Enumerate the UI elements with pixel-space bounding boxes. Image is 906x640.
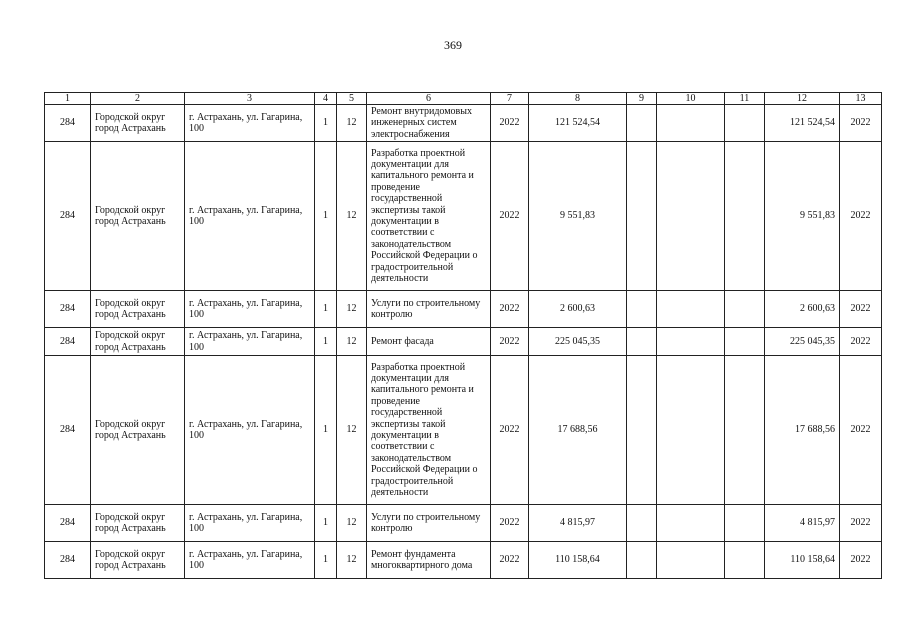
column-5-cell: 12 — [337, 505, 367, 542]
year-cell: 2022 — [491, 505, 529, 542]
work-type-cell: Услуги по строительному контролю — [367, 291, 491, 328]
column-header: 5 — [337, 93, 367, 105]
column-9-cell — [627, 356, 657, 505]
column-4-cell: 1 — [315, 291, 337, 328]
column-12-cell: 9 551,83 — [765, 142, 840, 291]
column-header: 12 — [765, 93, 840, 105]
cost-cell: 9 551,83 — [529, 142, 627, 291]
column-header: 6 — [367, 93, 491, 105]
year-cell: 2022 — [491, 291, 529, 328]
column-header: 7 — [491, 93, 529, 105]
column-5-cell: 12 — [337, 328, 367, 356]
column-4-cell: 1 — [315, 328, 337, 356]
column-13-cell: 2022 — [840, 105, 882, 142]
municipality-cell: Городской округ город Астрахань — [91, 356, 185, 505]
row-number-cell: 284 — [45, 291, 91, 328]
column-header: 11 — [725, 93, 765, 105]
year-cell: 2022 — [491, 328, 529, 356]
column-9-cell — [627, 105, 657, 142]
column-11-cell — [725, 542, 765, 579]
address-cell: г. Астрахань, ул. Гагарина, 100 — [185, 505, 315, 542]
column-4-cell: 1 — [315, 505, 337, 542]
column-12-cell: 225 045,35 — [765, 328, 840, 356]
table-row — [45, 505, 882, 542]
column-header: 13 — [840, 93, 882, 105]
column-13-cell: 2022 — [840, 142, 882, 291]
column-13-cell: 2022 — [840, 542, 882, 579]
cost-cell: 110 158,64 — [529, 542, 627, 579]
work-type-cell: Разработка проектной документации для капитального ремонта и проведение государственной экспертизы такой документации в соответствии с законодательством Российской Федерации о градостроительной деятельности — [367, 142, 491, 291]
cost-cell: 225 045,35 — [529, 328, 627, 356]
row-number-cell: 284 — [45, 328, 91, 356]
column-5-cell: 12 — [337, 356, 367, 505]
address-cell: г. Астрахань, ул. Гагарина, 100 — [185, 542, 315, 579]
column-13-cell: 2022 — [840, 505, 882, 542]
row-number-cell: 284 — [45, 505, 91, 542]
year-cell: 2022 — [491, 142, 529, 291]
page-number: 369 — [444, 38, 462, 52]
column-header: 3 — [185, 93, 315, 105]
address-cell: г. Астрахань, ул. Гагарина, 100 — [185, 142, 315, 291]
column-header: 2 — [91, 93, 185, 105]
row-number-cell: 284 — [45, 105, 91, 142]
column-11-cell — [725, 105, 765, 142]
work-type-cell: Ремонт внутридомовых инженерных систем электроснабжения — [367, 105, 491, 142]
table-row — [45, 328, 882, 356]
column-header: 9 — [627, 93, 657, 105]
address-cell: г. Астрахань, ул. Гагарина, 100 — [185, 328, 315, 356]
table-row — [45, 291, 882, 328]
municipality-cell: Городской округ город Астрахань — [91, 505, 185, 542]
column-4-cell: 1 — [315, 356, 337, 505]
column-12-cell: 4 815,97 — [765, 505, 840, 542]
column-12-cell: 121 524,54 — [765, 105, 840, 142]
year-cell: 2022 — [491, 105, 529, 142]
column-header: 1 — [45, 93, 91, 105]
address-cell: г. Астрахань, ул. Гагарина, 100 — [185, 105, 315, 142]
column-9-cell — [627, 328, 657, 356]
column-9-cell — [627, 142, 657, 291]
municipality-cell: Городской округ город Астрахань — [91, 105, 185, 142]
column-5-cell: 12 — [337, 142, 367, 291]
column-10-cell — [657, 291, 725, 328]
work-type-cell: Ремонт фундамента многоквартирного дома — [367, 542, 491, 579]
work-type-cell: Ремонт фасада — [367, 328, 491, 356]
column-10-cell — [657, 356, 725, 505]
column-12-cell: 2 600,63 — [765, 291, 840, 328]
column-5-cell: 12 — [337, 291, 367, 328]
column-5-cell: 12 — [337, 105, 367, 142]
municipality-cell: Городской округ город Астрахань — [91, 142, 185, 291]
column-header: 4 — [315, 93, 337, 105]
column-4-cell: 1 — [315, 542, 337, 579]
column-header: 10 — [657, 93, 725, 105]
column-13-cell: 2022 — [840, 356, 882, 505]
column-header: 8 — [529, 93, 627, 105]
column-10-cell — [657, 505, 725, 542]
column-12-cell: 110 158,64 — [765, 542, 840, 579]
cost-cell: 2 600,63 — [529, 291, 627, 328]
column-11-cell — [725, 328, 765, 356]
work-type-cell: Услуги по строительному контролю — [367, 505, 491, 542]
address-cell: г. Астрахань, ул. Гагарина, 100 — [185, 356, 315, 505]
column-9-cell — [627, 505, 657, 542]
cost-cell: 121 524,54 — [529, 105, 627, 142]
repair-registry-table — [44, 92, 882, 579]
address-cell: г. Астрахань, ул. Гагарина, 100 — [185, 291, 315, 328]
municipality-cell: Городской округ город Астрахань — [91, 328, 185, 356]
year-cell: 2022 — [491, 356, 529, 505]
municipality-cell: Городской округ город Астрахань — [91, 542, 185, 579]
row-number-cell: 284 — [45, 142, 91, 291]
year-cell: 2022 — [491, 542, 529, 579]
column-10-cell — [657, 542, 725, 579]
cost-cell: 4 815,97 — [529, 505, 627, 542]
column-11-cell — [725, 291, 765, 328]
column-9-cell — [627, 542, 657, 579]
municipality-cell: Городской округ город Астрахань — [91, 291, 185, 328]
table-row — [45, 105, 882, 142]
column-13-cell: 2022 — [840, 328, 882, 356]
cost-cell: 17 688,56 — [529, 356, 627, 505]
column-11-cell — [725, 142, 765, 291]
column-11-cell — [725, 505, 765, 542]
work-type-cell: Разработка проектной документации для капитального ремонта и проведение государственной экспертизы такой документации в соответствии с законодательством Российской Федерации о градостроительной деятельности — [367, 356, 491, 505]
column-number-row — [45, 93, 882, 105]
table-row — [45, 542, 882, 579]
column-11-cell — [725, 356, 765, 505]
column-9-cell — [627, 291, 657, 328]
column-5-cell: 12 — [337, 542, 367, 579]
column-10-cell — [657, 142, 725, 291]
column-12-cell: 17 688,56 — [765, 356, 840, 505]
column-4-cell: 1 — [315, 105, 337, 142]
column-13-cell: 2022 — [840, 291, 882, 328]
table-row — [45, 142, 882, 291]
row-number-cell: 284 — [45, 356, 91, 505]
column-10-cell — [657, 328, 725, 356]
row-number-cell: 284 — [45, 542, 91, 579]
table-row — [45, 356, 882, 505]
column-10-cell — [657, 105, 725, 142]
column-4-cell: 1 — [315, 142, 337, 291]
